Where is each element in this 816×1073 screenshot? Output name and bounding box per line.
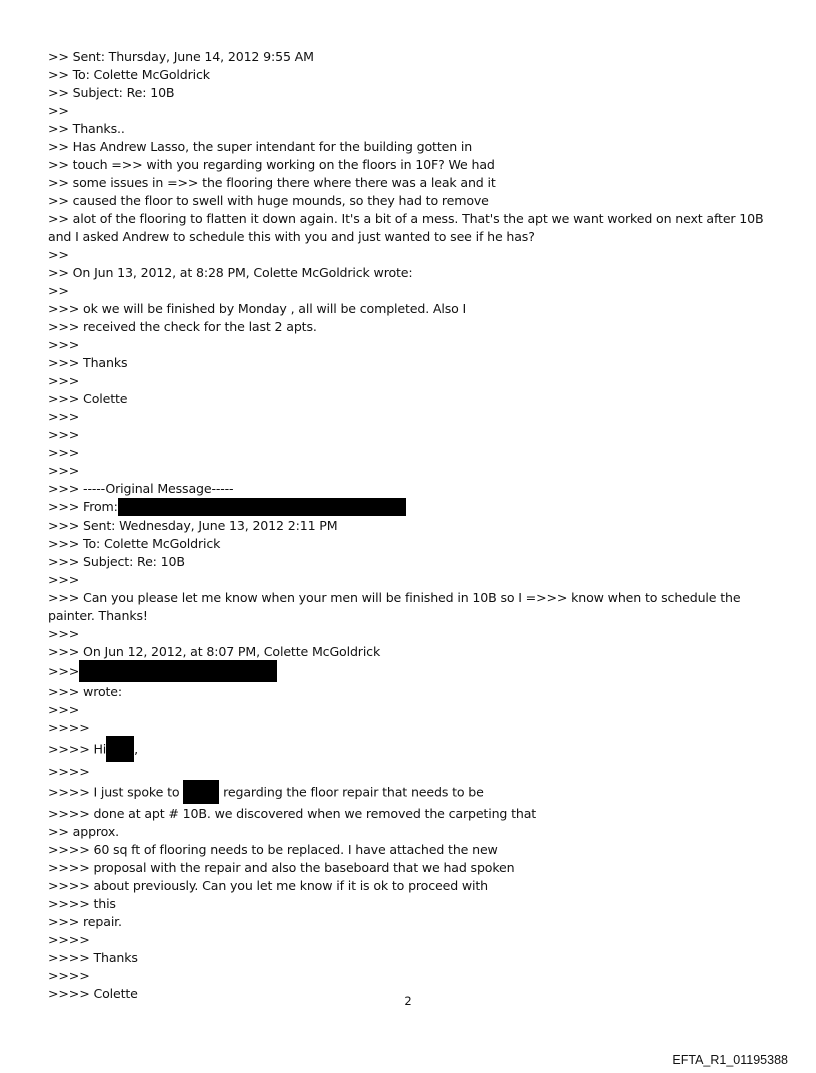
quote-line: >>>> (48, 967, 90, 983)
sent-line: >> Sent: Thursday, June 14, 2012 9:55 AM (48, 49, 314, 64)
quote-line: >>> Can you please let me know when your men will be finished in 10B so I =>>> know when to schedule the painter. Thanks! (48, 589, 741, 623)
quote-line: >>> ok we will be finished by Monday , all will be completed. Also I (48, 301, 467, 316)
quote-line: >> alot of the flooring to flatten it down again. It's a bit of a mess. That's the apt we want worked on next after 10B and I asked Andrew to schedule this with you and just wanted to see if he has? (48, 211, 764, 244)
spoke-text-cont: regarding the floor repair that needs to be (223, 784, 484, 799)
quote-line: >> caused the floor to swell with huge mounds, so they had to remove (48, 193, 489, 208)
document-id: EFTA_R1_01195388 (672, 1053, 788, 1067)
quote-line: >>>> this (48, 895, 116, 911)
quote-line: >>> (48, 701, 80, 717)
quote-line: >> Has Andrew Lasso, the super intendant for the building gotten in (48, 139, 473, 154)
signature-line: >>>> Colette (48, 985, 138, 1001)
subject-line-2: >>> Subject: Re: 10B (48, 553, 185, 569)
sent-line-2: >>> Sent: Wednesday, June 13, 2012 2:11 PM (48, 517, 338, 533)
quote-line: >>> (48, 337, 80, 352)
quote-line: >>> (48, 409, 80, 424)
quote-line: >>>> (48, 931, 90, 947)
quote-line: >>> (48, 571, 80, 587)
quote-line: >>>> 60 sq ft of flooring needs to be replaced. I have attached the new (48, 841, 498, 857)
quote-line: >>>> done at apt # 10B. we discovered when we removed the carpeting that (48, 805, 537, 821)
quote-line: >>>> proposal with the repair and also the baseboard that we had spoken (48, 859, 515, 875)
quote-line: >> (48, 103, 69, 118)
reply-header-line: >>> On Jun 12, 2012, at 8:07 PM, Colette McGoldrick (48, 643, 381, 659)
from-line (48, 498, 776, 517)
quote-line: >> some issues in =>> the flooring there where there was a leak and it (48, 175, 496, 190)
redaction-box (79, 660, 277, 682)
quote-line: >>>> (48, 719, 90, 735)
quote-line: >>> (48, 427, 80, 442)
address-prefix: >>> (48, 663, 80, 678)
redaction-box (183, 780, 219, 804)
signature-line: >>> Colette (48, 391, 128, 406)
to-line-2: >>> To: Colette McGoldrick (48, 535, 221, 551)
email-thread (48, 48, 776, 1003)
quote-line: >>> wrote: (48, 683, 122, 699)
quote-line: >> (48, 283, 69, 298)
quote-line: >> Thanks.. (48, 121, 125, 136)
original-message-line: >>> -----Original Message----- (48, 481, 234, 496)
quote-line: >>> received the check for the last 2 apts. (48, 319, 317, 334)
quote-line: >> (48, 247, 69, 262)
spoke-text: >>>> I just spoke to (48, 784, 180, 799)
reply-header-line: >> On Jun 13, 2012, at 8:28 PM, Colette McGoldrick wrote: (48, 265, 413, 280)
greeting-text: >>>> Hi (48, 741, 107, 756)
quote-line: >>>> (48, 763, 90, 779)
quote-line: >> approx. (48, 823, 119, 839)
quote-line: >>>> about previously. Can you let me know if it is ok to proceed with (48, 877, 489, 893)
quote-line: >>> (48, 463, 80, 478)
quote-line (48, 781, 776, 805)
quote-line: >>>> Thanks (48, 949, 138, 965)
subject-line: >> Subject: Re: 10B (48, 85, 175, 100)
quote-line: >>> (48, 625, 80, 641)
greeting-comma: , (134, 741, 138, 756)
redaction-box (118, 498, 406, 516)
page-number: 2 (404, 994, 412, 1008)
to-line: >> To: Colette McGoldrick (48, 67, 210, 82)
quote-line: >>> repair. (48, 913, 122, 929)
quote-line: >> touch =>> with you regarding working on the floors in 10F? We had (48, 157, 495, 172)
quote-line: >>> Thanks (48, 355, 128, 370)
address-line (48, 661, 776, 683)
from-label: >>> From: (48, 499, 118, 514)
quote-line: >>> (48, 445, 80, 460)
greeting-line (48, 737, 776, 763)
quote-line: >>> (48, 373, 80, 388)
redaction-box (106, 736, 134, 762)
